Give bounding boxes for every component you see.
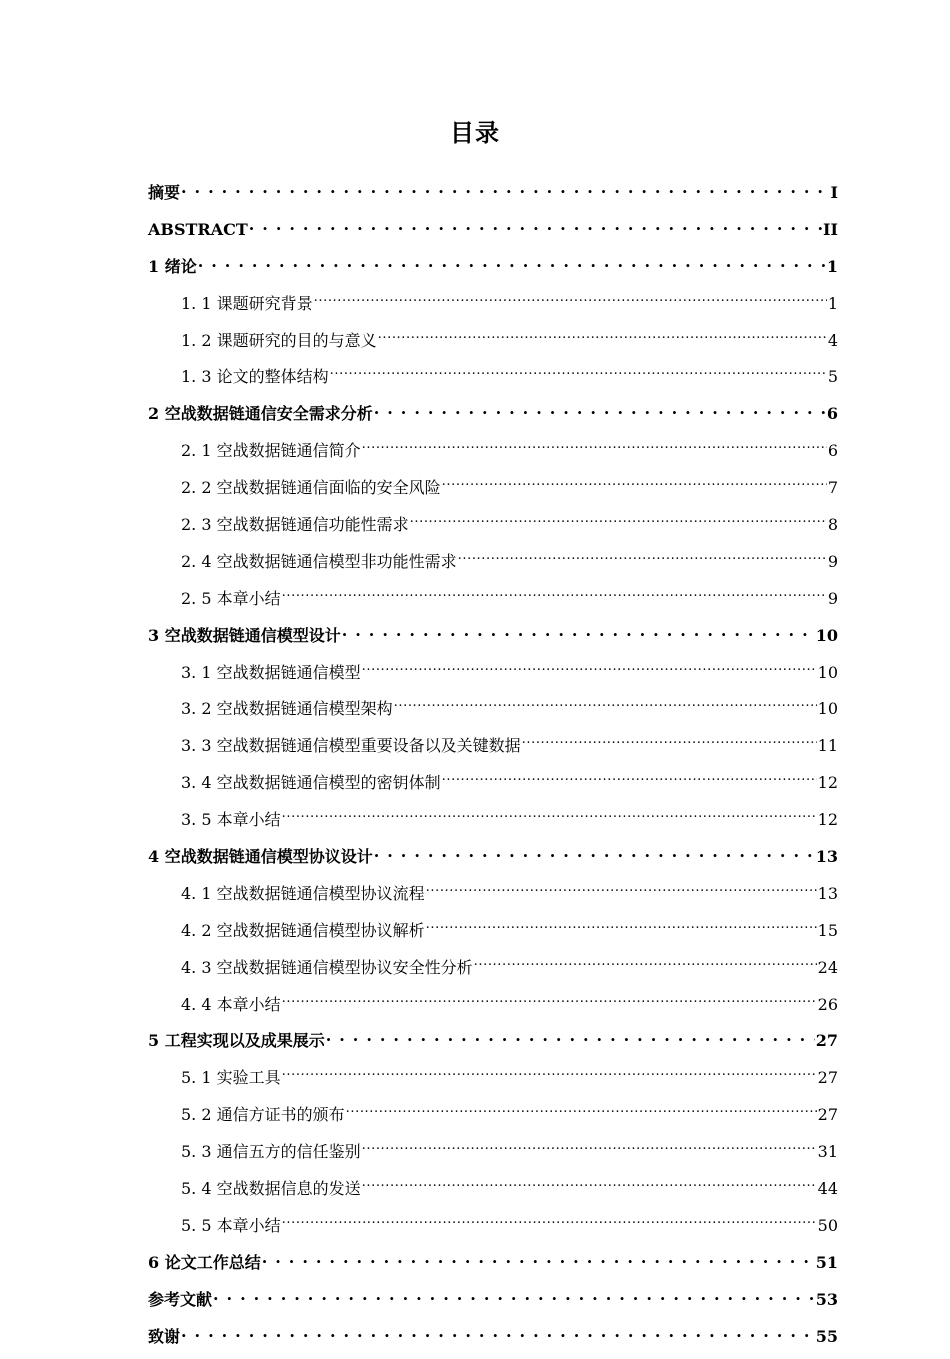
toc-entry-title: 参考文献 — [148, 1289, 213, 1309]
toc-page-number: 6 — [826, 404, 838, 424]
toc-section-entry — [148, 547, 838, 572]
toc-section-entry — [148, 1063, 838, 1088]
toc-section-entry — [148, 1137, 838, 1162]
toc-entry-title: 5. 4 空战数据信息的发送 — [181, 1179, 361, 1199]
toc-dot-leader — [442, 768, 817, 788]
page-title: 目录 — [450, 119, 500, 147]
toc-page-number: 10 — [815, 625, 838, 645]
toc-page-number: 24 — [817, 957, 838, 977]
toc-entry-title: 4. 1 空战数据链通信模型协议流程 — [181, 883, 425, 903]
toc-page-number: 9 — [827, 588, 838, 608]
toc-dot-leader — [458, 547, 827, 567]
toc-section-entry — [148, 805, 838, 830]
toc-entry-title: 3 空战数据链通信模型设计 — [148, 625, 341, 645]
toc-entry-title: 3. 4 空战数据链通信模型的密钥体制 — [181, 773, 441, 793]
toc-page-number: 6 — [827, 441, 838, 461]
toc-chapter-entry — [148, 215, 838, 240]
toc-dot-leader — [362, 436, 827, 456]
toc-dot-leader — [374, 842, 815, 862]
toc-entry-title: 4 空战数据链通信模型协议设计 — [148, 847, 373, 867]
toc-chapter-entry — [148, 1285, 838, 1310]
toc-page-number: 1 — [826, 256, 838, 276]
toc-dot-leader — [213, 1285, 815, 1305]
toc-entry-title: 2. 1 空战数据链通信简介 — [181, 441, 361, 461]
toc-page-number: 15 — [817, 920, 838, 940]
toc-chapter-entry — [148, 1248, 838, 1273]
toc-page-number: 50 — [817, 1215, 838, 1235]
toc-chapter-entry — [148, 1026, 838, 1051]
toc-section-entry — [148, 731, 838, 756]
toc-chapter-entry — [148, 842, 838, 867]
toc-page-number: 53 — [815, 1289, 838, 1309]
toc-section-entry — [148, 510, 838, 535]
toc-section-entry — [148, 473, 838, 498]
toc-section-entry — [148, 326, 838, 351]
toc-section-entry — [148, 916, 838, 941]
toc-dot-leader — [314, 289, 827, 309]
toc-dot-leader — [181, 1322, 815, 1342]
toc-page-number: 12 — [817, 773, 838, 793]
toc-section-entry — [148, 362, 838, 387]
toc-dot-leader — [346, 1100, 817, 1120]
toc-page-number: 4 — [827, 330, 838, 350]
toc-page-number: 10 — [817, 699, 838, 719]
toc-section-entry — [148, 584, 838, 609]
toc-section-entry — [148, 436, 838, 461]
toc-page-number: 13 — [815, 847, 838, 867]
toc-entry-title: 1. 3 论文的整体结构 — [181, 367, 329, 387]
toc-page-number: 31 — [817, 1142, 838, 1162]
toc-entry-title: 5 工程实现以及成果展示 — [148, 1031, 325, 1051]
toc-page-number: I — [830, 183, 838, 202]
toc-entry-title: 1. 2 课题研究的目的与意义 — [181, 330, 377, 350]
toc-section-entry — [148, 1211, 838, 1236]
toc-page-number: 27 — [815, 1031, 838, 1051]
toc-page-number: 11 — [817, 736, 838, 756]
toc-section-entry — [148, 990, 838, 1015]
toc-page-number: 26 — [817, 994, 838, 1014]
toc-entry-title: 2. 4 空战数据链通信模型非功能性需求 — [181, 551, 457, 571]
toc-section-entry — [148, 768, 838, 793]
toc-entry-title: 6 论文工作总结 — [148, 1252, 261, 1272]
toc-page-number: 12 — [817, 810, 838, 830]
toc-dot-leader — [282, 805, 817, 825]
toc-page-number: 9 — [827, 551, 838, 571]
toc-dot-leader — [394, 694, 817, 714]
toc-dot-leader — [426, 879, 817, 899]
toc-chapter-entry — [148, 1322, 838, 1347]
toc-entry-title: 4. 4 本章小结 — [181, 994, 281, 1014]
toc-entry-title: 3. 2 空战数据链通信模型架构 — [181, 699, 393, 719]
toc-entry-title: 5. 2 通信方证书的颁布 — [181, 1105, 345, 1125]
toc-dot-leader — [374, 399, 826, 419]
toc-dot-leader — [522, 731, 817, 751]
toc-entry-title: 2. 3 空战数据链通信功能性需求 — [181, 515, 409, 535]
toc-entry-title: 5. 1 实验工具 — [181, 1068, 281, 1088]
toc-entry-title: 1 绪论 — [148, 256, 197, 276]
toc-dot-leader — [262, 1248, 815, 1268]
toc-page-number: 13 — [817, 883, 838, 903]
toc-section-entry — [148, 953, 838, 978]
toc-entry-title: ABSTRACT — [148, 219, 248, 239]
toc-page-number: 1 — [827, 293, 838, 313]
toc-entry-title: 4. 3 空战数据链通信模型协议安全性分析 — [181, 957, 473, 977]
toc-page-number: 44 — [817, 1179, 838, 1199]
toc-dot-leader — [426, 916, 817, 936]
toc-dot-leader — [181, 178, 830, 198]
toc-dot-leader — [330, 362, 827, 382]
toc-dot-leader — [282, 584, 827, 604]
toc-dot-leader — [362, 658, 817, 678]
toc-section-entry — [148, 289, 838, 314]
toc-entry-title: 致谢 — [148, 1326, 181, 1346]
toc-dot-leader — [282, 1063, 817, 1083]
toc-page-number: 27 — [817, 1105, 838, 1125]
toc-dot-leader — [362, 1137, 817, 1157]
toc-section-entry — [148, 1100, 838, 1125]
toc-chapter-entry — [148, 252, 838, 277]
toc-section-entry — [148, 694, 838, 719]
toc-dot-leader — [326, 1026, 815, 1046]
toc-dot-leader — [282, 990, 817, 1010]
toc-page-number: 27 — [817, 1068, 838, 1088]
toc-page-number: 55 — [815, 1326, 838, 1346]
toc-chapter-entry — [148, 621, 838, 646]
toc-section-entry — [148, 879, 838, 904]
toc-entry-title: 4. 2 空战数据链通信模型协议解析 — [181, 920, 425, 940]
toc-entry-title: 摘要 — [148, 183, 181, 202]
toc-page-number: 5 — [827, 367, 838, 387]
toc-entry-title: 5. 3 通信五方的信任鉴别 — [181, 1142, 361, 1162]
toc-dot-leader — [474, 953, 817, 973]
toc-entry-title: 5. 5 本章小结 — [181, 1215, 281, 1235]
toc-dot-leader — [282, 1211, 817, 1231]
toc-dot-leader — [442, 473, 827, 493]
toc-entry-title: 2 空战数据链通信安全需求分析 — [148, 404, 373, 424]
toc-dot-leader — [378, 326, 827, 346]
toc-dot-leader — [410, 510, 827, 530]
toc-section-entry — [148, 1174, 838, 1199]
toc-entry-title: 3. 3 空战数据链通信模型重要设备以及关键数据 — [181, 736, 521, 756]
toc-page-number: 7 — [827, 478, 838, 498]
toc-page-number: 10 — [817, 662, 838, 682]
toc-entry-title: 3. 1 空战数据链通信模型 — [181, 662, 361, 682]
toc-chapter-entry — [148, 178, 838, 203]
toc-entry-title: 1. 1 课题研究背景 — [181, 293, 313, 313]
toc-dot-leader — [342, 621, 815, 641]
toc-page-number: 8 — [827, 515, 838, 535]
toc-page-number: 51 — [815, 1252, 838, 1272]
toc-entry-title: 3. 5 本章小结 — [181, 810, 281, 830]
toc-entry-title: 2. 5 本章小结 — [181, 588, 281, 608]
toc-dot-leader — [249, 215, 822, 235]
toc-dot-leader — [362, 1174, 817, 1194]
toc-entry-title: 2. 2 空战数据链通信面临的安全风险 — [181, 478, 441, 498]
toc-dot-leader — [198, 252, 826, 272]
toc-chapter-entry — [148, 399, 838, 424]
toc-section-entry — [148, 658, 838, 683]
table-of-contents — [148, 178, 838, 1359]
toc-page-number: II — [823, 219, 838, 239]
